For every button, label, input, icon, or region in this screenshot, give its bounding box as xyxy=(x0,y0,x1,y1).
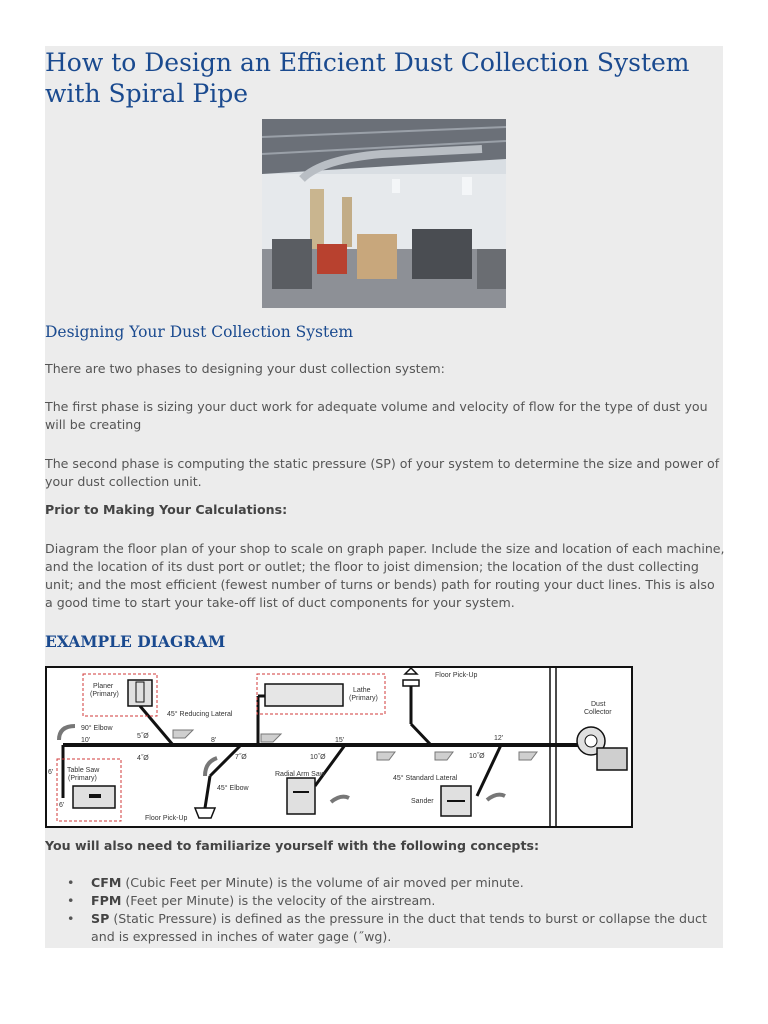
planer-label-sub: (Primary) xyxy=(90,691,119,698)
bullet: • xyxy=(67,893,75,908)
section-heading: Designing Your Dust Collection System xyxy=(45,323,354,341)
bullet: • xyxy=(67,911,75,926)
dim-10dia-b: 10˝Ø xyxy=(469,753,485,760)
prior-heading: Prior to Making Your Calculations: xyxy=(45,502,288,517)
concept-term: FPM xyxy=(91,893,122,908)
table-saw-label: Table Saw xyxy=(67,767,100,774)
concept-term: SP xyxy=(91,911,110,926)
workshop-photo xyxy=(262,119,506,308)
duct-layout-diagram xyxy=(45,666,633,828)
intro-paragraph: There are two phases to designing your dust collection system: xyxy=(45,361,445,376)
reducing-lateral-label: 45° Reducing Lateral xyxy=(167,711,233,718)
floor-pickup-bottom-label: Floor Pick-Up xyxy=(145,815,188,822)
dim-12ft: 12' xyxy=(494,735,504,742)
elbow-45-label: 45° Elbow xyxy=(217,785,249,792)
dim-8ft: 8' xyxy=(211,737,217,744)
radial-arm-saw-label: Radial Arm Saw xyxy=(275,771,325,778)
dim-15ft: 15' xyxy=(335,737,345,744)
list-item xyxy=(67,874,727,892)
dim-7dia: 7˝Ø xyxy=(235,754,247,761)
concept-term: CFM xyxy=(91,875,122,890)
lathe-machine xyxy=(265,684,343,706)
floor-pickup-top-label: Floor Pick-Up xyxy=(435,672,478,679)
bullet: • xyxy=(67,875,75,890)
standard-lateral-label: 45° Standard Lateral xyxy=(393,775,458,782)
elbow-90-label: 90° Elbow xyxy=(81,725,113,732)
table-saw-blade xyxy=(89,794,101,798)
page-title: How to Design an Efficient Dust Collection System with Spiral Pipe xyxy=(45,48,690,108)
dim-6ft-left: 6' xyxy=(48,769,54,776)
example-diagram xyxy=(45,666,633,828)
dim-10dia: 10˝Ø xyxy=(310,754,326,761)
concepts-lead: You will also need to familiarize yourself with the following concepts: xyxy=(45,838,539,853)
example-diagram-heading: EXAMPLE DIAGRAM xyxy=(45,632,226,651)
sander-label: Sander xyxy=(411,798,434,805)
dim-6ft-bottom: 6' xyxy=(59,802,65,809)
concept-text: (Cubic Feet per Minute) is the volume of air moved per minute. xyxy=(121,875,524,890)
floor-pickup-top xyxy=(403,680,419,686)
dim-5dia: 5˝Ø xyxy=(137,733,149,740)
floor-pickup-bottom xyxy=(195,808,215,818)
lathe-label-sub: (Primary) xyxy=(349,695,378,702)
planer-label: Planer xyxy=(93,683,114,690)
dim-4dia: 4˝Ø xyxy=(137,755,149,762)
radial-arm-saw-machine xyxy=(287,778,315,814)
lathe-label: Lathe xyxy=(353,687,371,694)
dim-10ft: 10' xyxy=(81,737,91,744)
prior-paragraph: Diagram the floor plan of your shop to scale on graph paper. Include the size and location of each machine, and the location of its dust port or outlet; the floor to joist dimension; the location of the dust collecting unit; and the most efficient (fewest number of turns or bends) path for routing your duct lines. This is also a good time to start your take-off list of duct components for your system. xyxy=(45,541,725,610)
concept-text: (Feet per Minute) is the velocity of the airstream. xyxy=(121,893,436,908)
list-item xyxy=(67,892,727,910)
table-saw-label-sub: (Primary) xyxy=(68,775,97,782)
concept-text: (Static Pressure) is defined as the pressure in the duct that tends to burst or collapse the duct and is expressed in inches of water gage (˝wg). xyxy=(91,911,707,944)
dust-collector-bin xyxy=(597,748,627,770)
phase-one-paragraph: The first phase is sizing your duct work for adequate volume and velocity of flow for the type of dust you will be creating xyxy=(45,399,708,432)
workshop-photo-graphic xyxy=(262,119,506,308)
phase-two-paragraph: The second phase is computing the static pressure (SP) of your system to determine the size and power of your dust collection unit. xyxy=(45,456,720,489)
concepts-list xyxy=(67,874,727,946)
list-item xyxy=(67,910,727,946)
dust-collector-label: Dust xyxy=(591,701,606,708)
dust-collector-label-sub: Collector xyxy=(584,709,612,716)
